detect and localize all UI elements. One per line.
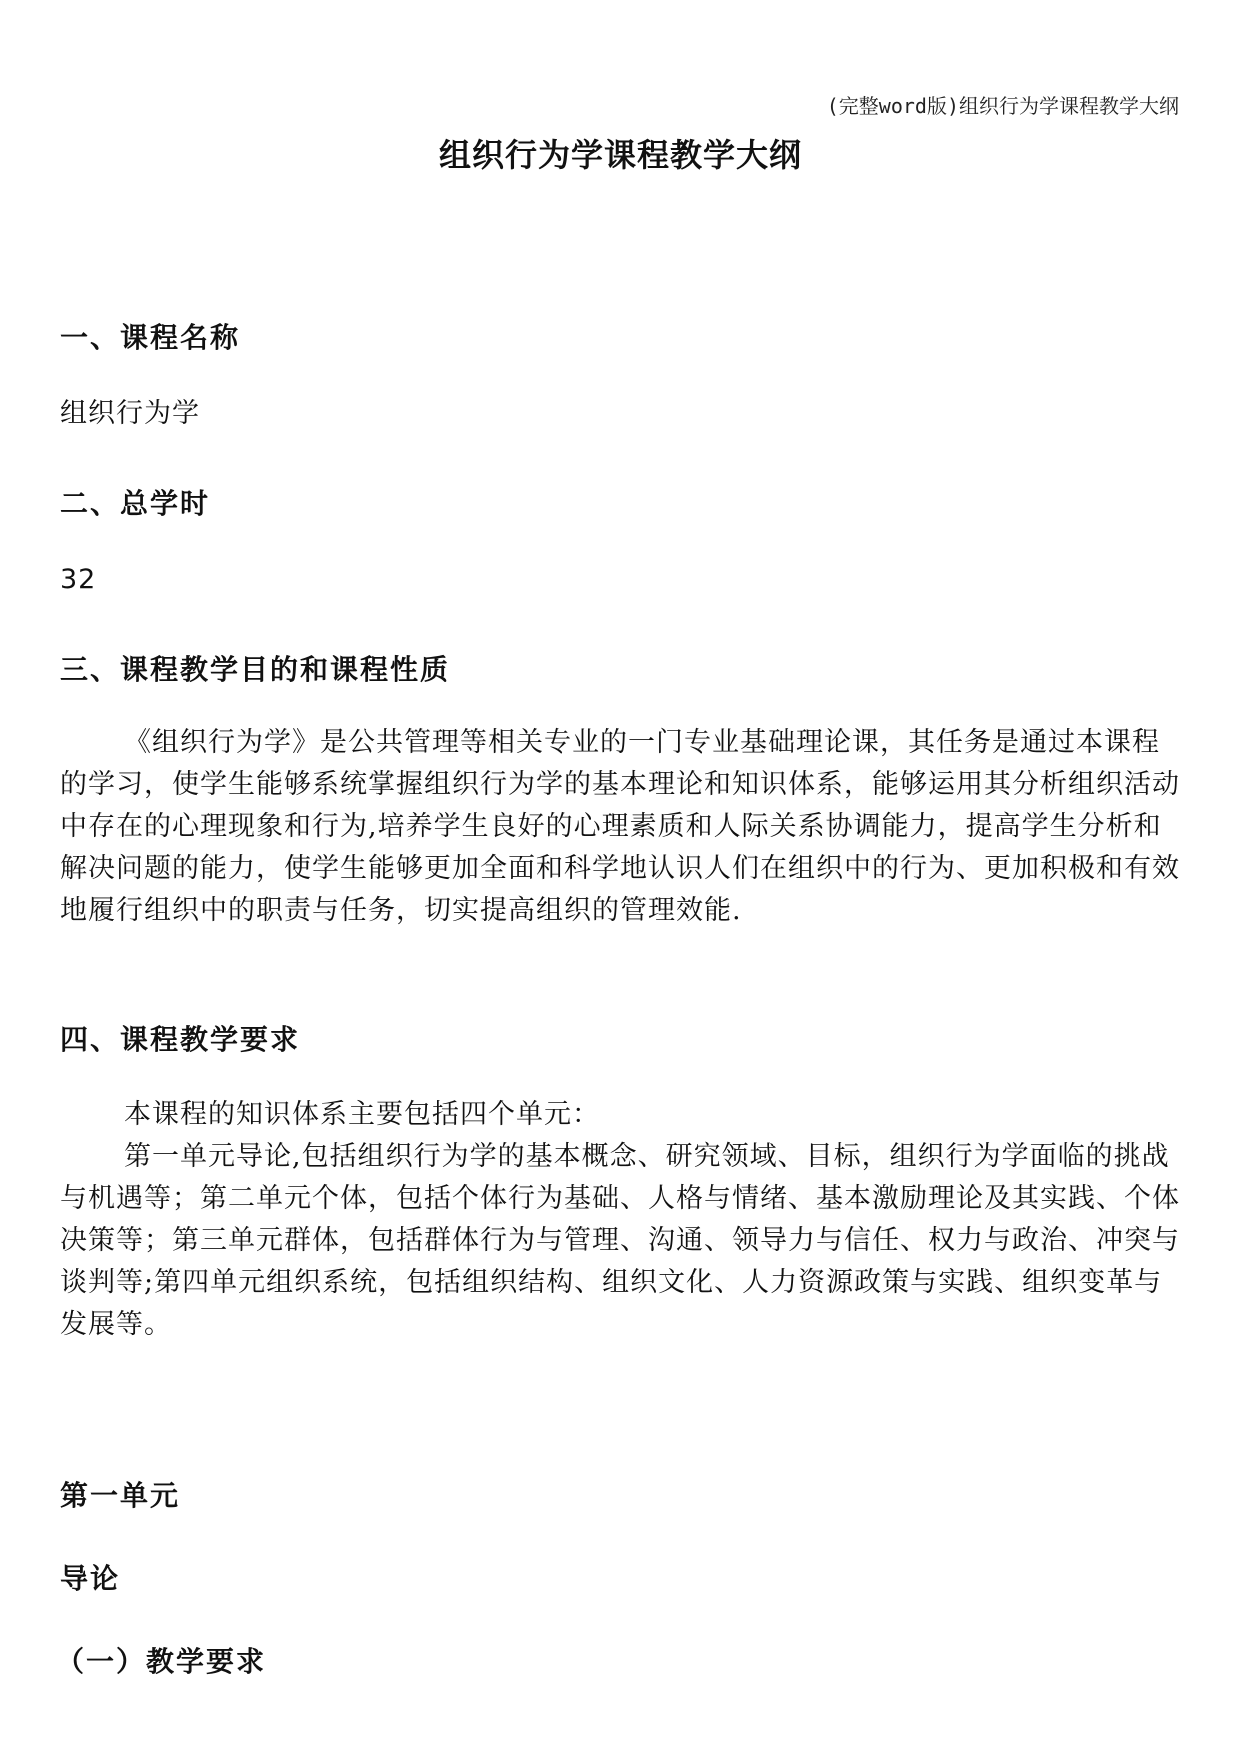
unit-one-heading: 第一单元: [60, 1479, 181, 1512]
teaching-requirements-subheading: （一）教学要求: [56, 1645, 267, 1678]
requirements-paragraph: 第一单元导论,包括组织行为学的基本概念、研究领域、目标，组织行为学面临的挑战与机遇等；第二单元个体，包括个体行为基础、人格与情绪、基本激励理论及其实践、个体决策等；第三单元群体，包括群体行为与管理、沟通、领导力与信任、权力与政治、冲突与谈判等;第四单元组织系统，包括组织结构、组织文化、人力资源政策与实践、组织变革与发展等。: [60, 1141, 1180, 1340]
course-name-text: 组织行为学: [60, 398, 200, 429]
unit-one-title: 导论: [60, 1562, 121, 1595]
section-heading-total-hours: 二、总学时: [60, 487, 211, 520]
total-hours-value: 32: [60, 564, 97, 595]
document-title: 组织行为学课程教学大纲: [438, 136, 802, 174]
section-heading-course-name: 一、课程名称: [60, 321, 241, 354]
requirements-intro: 本课程的知识体系主要包括四个单元：: [124, 1099, 600, 1130]
section-heading-requirements: 四、课程教学要求: [60, 1023, 301, 1056]
running-header: (完整word版)组织行为学课程教学大纲: [826, 94, 1179, 118]
purpose-paragraph: 《组织行为学》是公共管理等相关专业的一门专业基础理论课，其任务是通过本课程的学习，使学生能够系统掌握组织行为学的基本理论和知识体系，能够运用其分析组织活动中存在的心理现象和行为,培养学生良好的心理素质和人际关系协调能力，提高学生分析和解决问题的能力，使学生能够更加全面和科学地认识人们在组织中的行为、更加积极和有效地履行组织中的职责与任务，切实提高组织的管理效能.: [60, 727, 1180, 926]
section-heading-purpose: 三、课程教学目的和课程性质: [60, 653, 451, 686]
